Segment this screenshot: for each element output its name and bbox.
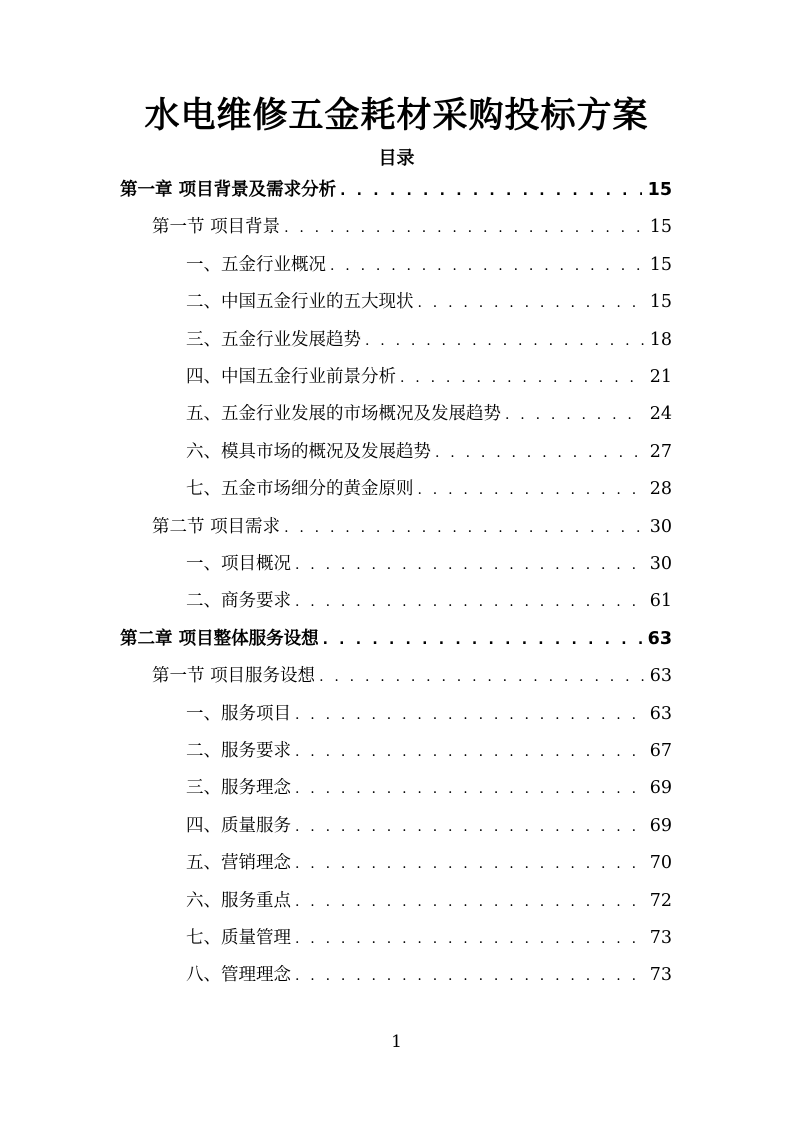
toc-entry[interactable] [186, 736, 672, 766]
toc-entry-label: 四、质量服务 [186, 815, 291, 836]
toc-entry[interactable] [186, 325, 672, 355]
toc-entry-page: 69 [649, 778, 672, 799]
toc-dot-leader [340, 176, 642, 206]
toc-entry-page: 61 [649, 591, 672, 612]
toc-dot-leader [505, 400, 644, 430]
toc-entry[interactable] [186, 699, 672, 729]
toc-entry[interactable] [186, 549, 672, 579]
toc-entry-page: 73 [649, 928, 672, 948]
toc-dot-leader [330, 251, 644, 281]
toc-entry[interactable] [120, 175, 672, 205]
toc-entry-page: 30 [649, 516, 672, 537]
toc-dot-leader [435, 438, 644, 468]
toc-entry[interactable] [120, 624, 672, 654]
toc-entry-label: 第一节 项目背景 [152, 217, 281, 238]
toc-entry-page: 15 [649, 254, 672, 275]
toc-entry[interactable] [152, 212, 672, 242]
toc-entry-page: 27 [649, 441, 672, 462]
toc-entry-label: 二、服务要求 [186, 741, 291, 761]
toc-entry-label: 二、中国五金行业的五大现状 [186, 292, 414, 313]
toc-dot-leader [319, 662, 644, 692]
toc-entry-label: 五、营销理念 [186, 853, 291, 874]
toc-entry-label: 四、中国五金行业前景分析 [186, 367, 396, 387]
toc-dot-leader [284, 213, 644, 243]
toc-entry[interactable] [186, 474, 672, 504]
toc-dot-leader [295, 924, 644, 954]
toc-entry[interactable] [186, 437, 672, 467]
toc-entry[interactable] [186, 848, 672, 878]
toc-entry[interactable] [186, 586, 672, 616]
toc-entry-label: 第一节 项目服务设想 [152, 666, 316, 687]
toc-entry-label: 七、质量管理 [186, 928, 291, 948]
toc-entry-page: 15 [649, 292, 672, 313]
toc-entry-page: 30 [649, 554, 672, 574]
toc-dot-leader [295, 849, 644, 879]
toc-entry-page: 15 [649, 217, 672, 238]
page-number: 1 [391, 1032, 402, 1052]
toc-dot-leader [295, 587, 644, 617]
toc-entry[interactable] [186, 287, 672, 317]
toc-entry-label: 七、五金市场细分的黄金原则 [186, 479, 414, 500]
toc-entry-label: 三、五金行业发展趋势 [186, 329, 361, 350]
toc-entry-label: 一、五金行业概况 [186, 254, 326, 275]
toc-entry-label: 一、项目概况 [186, 554, 291, 574]
toc-entry[interactable] [186, 399, 672, 429]
toc-entry-page: 28 [649, 479, 672, 500]
toc-entry-label: 八、管理理念 [186, 965, 291, 986]
toc-entry[interactable] [186, 960, 672, 990]
toc-entry[interactable] [186, 362, 672, 392]
toc-entry-page: 63 [649, 703, 672, 724]
toc-entry-page: 24 [649, 404, 672, 425]
toc-entry[interactable] [186, 811, 672, 841]
toc-entry-label: 第二章 项目整体服务设想 [120, 628, 319, 649]
toc-dot-leader [295, 961, 644, 991]
toc-dot-leader [365, 326, 644, 356]
toc-entry-label: 三、服务理念 [186, 778, 291, 799]
toc-entry[interactable] [186, 250, 672, 280]
toc-entry-label: 一、服务项目 [186, 703, 291, 724]
toc-entry-page: 67 [649, 741, 672, 761]
toc-dot-leader [323, 625, 642, 655]
toc-dot-leader [284, 513, 644, 543]
toc-entry-page: 21 [649, 367, 672, 387]
toc-entry-page: 63 [647, 628, 672, 649]
toc-dot-leader [295, 774, 644, 804]
toc-entry-label: 二、商务要求 [186, 591, 291, 612]
toc-entry[interactable] [186, 773, 672, 803]
toc-entry-page: 70 [649, 853, 672, 874]
toc-entry-page: 72 [649, 890, 672, 911]
toc-entry-label: 六、服务重点 [186, 890, 291, 911]
toc-dot-leader [295, 887, 644, 917]
toc-dot-leader [295, 812, 644, 842]
toc-entry-page: 69 [649, 815, 672, 836]
toc-dot-leader [295, 700, 644, 730]
toc-dot-leader [295, 737, 644, 767]
toc-entry-page: 73 [649, 965, 672, 986]
toc-dot-leader [418, 288, 644, 318]
toc-entry[interactable] [186, 923, 672, 953]
toc-entry-label: 第二节 项目需求 [152, 516, 281, 537]
toc-entry-label: 五、五金行业发展的市场概况及发展趋势 [186, 404, 501, 425]
toc-dot-leader [295, 550, 644, 580]
toc-entry-label: 第一章 项目背景及需求分析 [120, 180, 337, 200]
toc-dot-leader [400, 363, 644, 393]
toc-entry-label: 六、模具市场的概况及发展趋势 [186, 441, 431, 462]
toc-entry[interactable] [186, 886, 672, 916]
toc-entry[interactable] [152, 661, 672, 691]
toc-entry[interactable] [152, 512, 672, 542]
document-title: 水电维修五金耗材采购投标方案 [144, 96, 649, 136]
toc-entry-page: 18 [649, 329, 672, 350]
toc-entry-page: 63 [649, 666, 672, 687]
toc-dot-leader [418, 475, 644, 505]
toc-heading: 目录 [378, 148, 415, 169]
toc-entry-page: 15 [647, 180, 672, 200]
